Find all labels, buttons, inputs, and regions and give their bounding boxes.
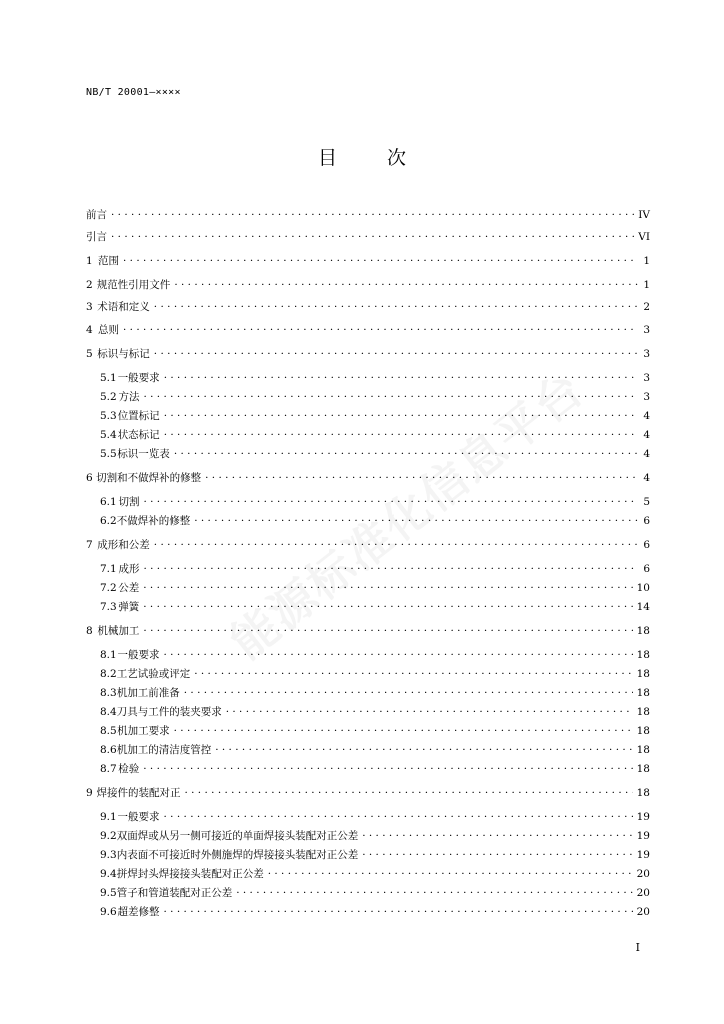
- toc-entry-page: 3: [643, 324, 650, 336]
- toc-entry-label: 切割和不做焊补的修整: [96, 472, 202, 484]
- toc-entry-page: 1: [643, 255, 650, 267]
- toc-dot-leader: [143, 561, 638, 577]
- toc-entry-page: 18: [636, 744, 650, 756]
- toc-entry[interactable]: [100, 885, 650, 901]
- toc-entry-number: 9.1: [100, 811, 117, 823]
- toc-entry-label: 标识与标记: [97, 348, 150, 360]
- toc-entry-label: 一般要求: [117, 372, 160, 384]
- toc-entry-label: 机加工前准备: [116, 687, 180, 699]
- toc-entry-number: 7: [86, 539, 93, 551]
- toc-entry-page: 2: [643, 301, 650, 313]
- toc-entry[interactable]: [100, 370, 650, 386]
- toc-dot-leader: [164, 408, 638, 424]
- toc-entry-label: 工艺试验或评定: [116, 668, 191, 680]
- toc-entry-label: 不做焊补的修整: [116, 515, 191, 527]
- page-title: 目 次: [317, 147, 429, 169]
- toc-entry-number: 8.4: [100, 706, 117, 718]
- toc-entry-number: 5.2: [100, 391, 117, 403]
- toc-entry-number: 9.5: [100, 887, 117, 899]
- toc-entry-number: 8.6: [100, 744, 117, 756]
- toc-entry-number: 5.4: [100, 429, 117, 441]
- toc-entry-page: 4: [643, 410, 650, 422]
- toc-dot-leader: [205, 470, 638, 486]
- toc-entry-number: 8.5: [100, 725, 117, 737]
- toc-entry-page: 19: [636, 811, 650, 823]
- toc-entry-label: 标识一览表: [117, 448, 170, 460]
- toc-entry-label: 成形和公差: [97, 539, 150, 551]
- toc-entry-page: 3: [643, 391, 650, 403]
- toc-entry-page: 19: [636, 849, 650, 861]
- toc-entry[interactable]: [100, 742, 650, 758]
- toc-dot-leader: [123, 253, 638, 269]
- toc-entry[interactable]: [100, 685, 650, 701]
- toc-entry-label: 检验: [118, 763, 140, 775]
- toc-entry-number: 7.1: [100, 563, 117, 575]
- page-number: I: [635, 941, 640, 954]
- toc-entry-page: 6: [643, 563, 650, 575]
- toc-entry-page: 18: [636, 687, 650, 699]
- toc-entry-label: 机械加工: [97, 625, 140, 637]
- toc-dot-leader: [268, 866, 633, 882]
- toc-entry[interactable]: [100, 828, 650, 844]
- toc-entry-label: 前言: [86, 209, 107, 221]
- toc-dot-leader: [164, 427, 638, 443]
- toc-dot-leader: [143, 580, 632, 596]
- toc-entry-page: 18: [636, 649, 650, 661]
- toc-entry-label: 一般要求: [117, 649, 160, 661]
- toc-entry[interactable]: [100, 847, 650, 863]
- toc-entry-page: 4: [643, 448, 650, 460]
- toc-entry[interactable]: [100, 599, 650, 615]
- toc-entry-number: 5.1: [100, 372, 117, 384]
- toc-dot-leader: [164, 647, 633, 663]
- toc-entry[interactable]: [100, 494, 650, 510]
- toc-entry[interactable]: [100, 866, 650, 882]
- toc-entry-label: 机加工要求: [117, 725, 170, 737]
- toc-entry-number: 6.1: [100, 496, 117, 508]
- toc-entry-label: 超差修整: [117, 906, 160, 918]
- toc-dot-leader: [143, 623, 632, 639]
- toc-entry[interactable]: [100, 761, 650, 777]
- toc-entry[interactable]: [100, 704, 650, 720]
- toc-entry[interactable]: [100, 904, 650, 920]
- toc-entry-page: 20: [636, 868, 650, 880]
- toc-entry-page: 6: [643, 515, 650, 527]
- toc-entry-page: 3: [643, 372, 650, 384]
- toc-entry[interactable]: [86, 277, 650, 293]
- toc-dot-leader: [143, 761, 632, 777]
- toc-entry[interactable]: [86, 299, 650, 315]
- toc-entry-page: 20: [636, 906, 650, 918]
- toc-entry-number: 9.6: [100, 906, 117, 918]
- toc-entry-number: 9.4: [100, 868, 117, 880]
- toc-entry[interactable]: [86, 253, 650, 269]
- toc-dot-leader: [143, 599, 632, 615]
- toc-entry-label: 范围: [98, 255, 119, 267]
- toc-dot-leader: [154, 299, 638, 315]
- toc-dot-leader: [164, 904, 633, 920]
- toc-entry-label: 规范性引用文件: [96, 279, 171, 291]
- toc-entry[interactable]: [86, 229, 650, 245]
- watermark: 能源标准化信息平台: [220, 361, 595, 670]
- toc-entry-page: 18: [636, 763, 650, 775]
- toc-entry[interactable]: [86, 346, 650, 362]
- toc-entry-number: 9.2: [100, 830, 117, 842]
- toc-entry-label: 焊接件的装配对正: [96, 787, 181, 799]
- toc-entry[interactable]: [86, 785, 650, 801]
- toc-entry-label: 术语和定义: [97, 301, 150, 313]
- toc-entry-label: 方法: [118, 391, 140, 403]
- toc-dot-leader: [123, 322, 638, 338]
- toc-dot-leader: [111, 229, 634, 245]
- toc-dot-leader: [111, 207, 634, 223]
- toc-entry-label: 总则: [98, 324, 119, 336]
- toc-entry-page: 18: [636, 706, 650, 718]
- toc-entry-page: 20: [636, 887, 650, 899]
- toc-entry-page: 18: [636, 625, 650, 637]
- toc-entry-number: 9.3: [100, 849, 117, 861]
- toc-entry-number: 8: [86, 625, 93, 637]
- toc-entry[interactable]: [100, 647, 650, 663]
- toc-entry[interactable]: [86, 623, 650, 639]
- toc-entry[interactable]: [86, 207, 650, 223]
- toc-dot-leader: [362, 847, 632, 863]
- toc-entry-page: 19: [636, 830, 650, 842]
- toc-entry[interactable]: [100, 809, 650, 825]
- toc-entry-label: 位置标记: [117, 410, 160, 422]
- toc-entry[interactable]: [100, 446, 650, 462]
- toc-entry-page: 18: [636, 725, 650, 737]
- toc-entry-label: 切割: [118, 496, 140, 508]
- toc-entry[interactable]: [86, 470, 650, 486]
- toc-entry-page: IV: [638, 209, 650, 221]
- toc-entry-number: 1: [86, 255, 93, 267]
- toc-entry-number: 7.2: [100, 582, 117, 594]
- toc-entry-label: 引言: [86, 231, 107, 243]
- toc-entry-label: 管子和管道装配对正公差: [116, 887, 233, 899]
- toc-entry-label: 机加工的清洁度管控: [116, 744, 212, 756]
- toc-entry-number: 4: [86, 324, 93, 336]
- toc-entry-label: 弹簧: [118, 601, 140, 613]
- toc-entry-page: 3: [643, 348, 650, 360]
- toc-entry-page: 5: [643, 496, 650, 508]
- toc-entry-label: 状态标记: [117, 429, 160, 441]
- toc-entry-number: 6.2: [100, 515, 117, 527]
- toc-dot-leader: [226, 704, 633, 720]
- toc-dot-leader: [236, 885, 632, 901]
- toc-entry-label: 双面焊或从另一侧可接近的单面焊接头装配对正公差: [116, 830, 359, 842]
- toc-entry[interactable]: [100, 580, 650, 596]
- toc-dot-leader: [143, 389, 638, 405]
- toc-entry-label: 公差: [118, 582, 140, 594]
- toc-entry-page: 14: [636, 601, 650, 613]
- toc-entry-label: 内表面不可接近时外侧施焊的焊接接头装配对正公差: [116, 849, 359, 861]
- toc-dot-leader: [154, 537, 638, 553]
- toc-entry-page: 4: [643, 472, 650, 484]
- toc-entry-page: 10: [636, 582, 650, 594]
- toc-entry-number: 8.3: [100, 687, 117, 699]
- toc-dot-leader: [154, 346, 638, 362]
- toc-entry-number: 6: [86, 472, 93, 484]
- toc-entry-page: 18: [636, 787, 650, 799]
- toc-entry[interactable]: [86, 537, 650, 553]
- toc-entry[interactable]: [100, 723, 650, 739]
- toc-entry-number: 5.5: [100, 448, 117, 460]
- toc-dot-leader: [143, 494, 638, 510]
- toc-entry-number: 3: [86, 301, 93, 313]
- toc-entry-page: 4: [643, 429, 650, 441]
- toc-dot-leader: [194, 666, 632, 682]
- toc-entry-label: 拼焊封头焊接接头装配对正公差: [116, 868, 264, 880]
- toc-entry-number: 8.2: [100, 668, 117, 680]
- toc-entry[interactable]: [100, 561, 650, 577]
- toc-entry-number: 7.3: [100, 601, 117, 613]
- toc-entry-label: 成形: [118, 563, 140, 575]
- toc-entry[interactable]: [100, 427, 650, 443]
- toc-dot-leader: [174, 446, 638, 462]
- toc-entry[interactable]: [86, 322, 650, 338]
- toc-entry-page: 1: [643, 279, 650, 291]
- toc-dot-leader: [184, 685, 633, 701]
- toc-dot-leader: [164, 809, 633, 825]
- toc-entry-page: VI: [638, 231, 650, 243]
- toc-entry-number: 2: [86, 279, 93, 291]
- toc-entry-page: 6: [643, 539, 650, 551]
- document-code: NB/T 20001—××××: [86, 87, 181, 98]
- toc-entry-number: 8.7: [100, 763, 117, 775]
- toc-entry[interactable]: [100, 666, 650, 682]
- toc-entry-page: 18: [636, 668, 650, 680]
- toc-dot-leader: [194, 513, 638, 529]
- toc-entry-label: 刀具与工件的装夹要求: [116, 706, 222, 718]
- toc-entry[interactable]: [100, 513, 650, 529]
- toc-dot-leader: [362, 828, 632, 844]
- toc-entry-number: 5: [86, 348, 93, 360]
- toc-dot-leader: [184, 785, 632, 801]
- toc-dot-leader: [174, 277, 638, 293]
- toc-dot-leader: [215, 742, 632, 758]
- toc-entry[interactable]: [100, 408, 650, 424]
- toc-dot-leader: [164, 370, 638, 386]
- toc-entry[interactable]: [100, 389, 650, 405]
- toc-entry-number: 5.3: [100, 410, 117, 422]
- toc-dot-leader: [174, 723, 633, 739]
- toc-entry-number: 9: [86, 787, 93, 799]
- toc-entry-number: 8.1: [100, 649, 117, 661]
- toc-entry-label: 一般要求: [117, 811, 160, 823]
